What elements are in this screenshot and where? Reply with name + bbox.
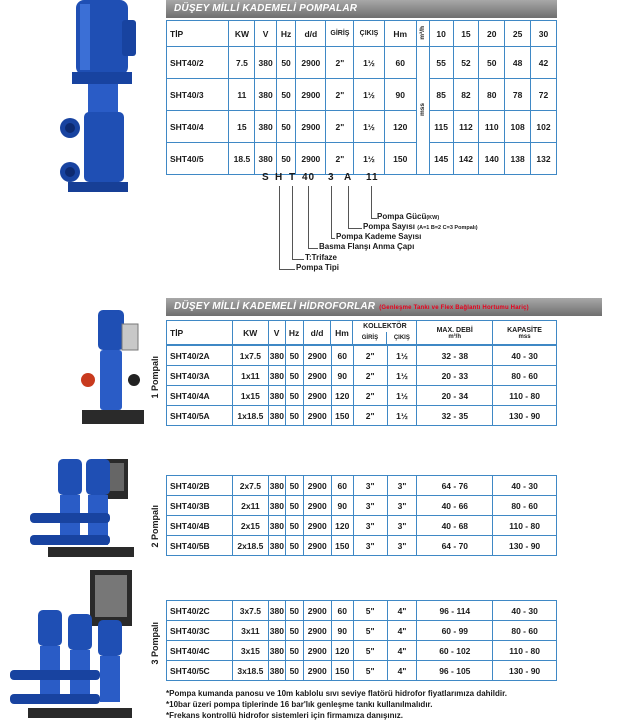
- cell-cikis: 1½: [387, 346, 417, 366]
- label-flange: Basma Flanşı Anma Çapı: [319, 242, 415, 251]
- table-row: [167, 366, 557, 386]
- cell-hm: 120: [331, 641, 353, 661]
- cell-hm: 60: [331, 476, 353, 496]
- cell-dd: 2900: [296, 143, 326, 175]
- cell-hz: 50: [285, 641, 303, 661]
- code-a: A: [344, 172, 353, 183]
- cell-hm: 90: [384, 79, 416, 111]
- table-row: [167, 79, 557, 111]
- group-label-2: 2 Pompalı: [150, 505, 160, 548]
- cell-kw: 2x18.5: [232, 536, 268, 556]
- cell-v: 380: [268, 516, 285, 536]
- cell-q: 50: [479, 47, 505, 79]
- code-t: T: [289, 172, 297, 183]
- cell-debi: 96 - 105: [417, 661, 493, 681]
- single-pump-booster-image: [78, 310, 148, 435]
- cell-kw: 1x15: [232, 386, 268, 406]
- cell-hm: 60: [384, 47, 416, 79]
- cell-hz: 50: [276, 47, 295, 79]
- cell-kapasite: 110 - 80: [493, 386, 557, 406]
- cell-hm: 120: [384, 111, 416, 143]
- cell-hm: 120: [331, 516, 353, 536]
- cell-kw: 3x11: [232, 621, 268, 641]
- cell-q: 48: [505, 47, 531, 79]
- cell-v: 380: [268, 621, 285, 641]
- table-row: [167, 143, 557, 175]
- cell-dd: 2900: [303, 601, 331, 621]
- cell-kw: 1x7.5: [232, 346, 268, 366]
- cell-hm: 60: [331, 346, 353, 366]
- cell-dd: 2900: [303, 346, 331, 366]
- cell-hz: 50: [285, 516, 303, 536]
- cell-kapasite: 110 - 80: [493, 516, 557, 536]
- cell-hz: 50: [285, 476, 303, 496]
- cell-q: 102: [531, 111, 557, 143]
- code-s: S: [262, 172, 270, 183]
- header-tip: TİP: [167, 21, 229, 47]
- cell-hz: 50: [276, 79, 295, 111]
- section2-note: (Genleşme Tankı ve Flex Bağlantı Hortumu Hariç): [379, 305, 529, 311]
- connector-line: [279, 186, 295, 270]
- table-row: [167, 641, 557, 661]
- cell-v: 380: [268, 406, 285, 426]
- cell-tip: SHT40/5C: [167, 661, 233, 681]
- cell-cikis: 4": [387, 601, 417, 621]
- cell-kapasite: 80 - 60: [493, 621, 557, 641]
- cell-cikis: 1½: [354, 143, 384, 175]
- code-40: 40: [302, 172, 316, 183]
- table-row: [167, 346, 557, 366]
- section1-title: DÜŞEY MİLLİ KADEMELİ POMPALAR: [174, 3, 358, 14]
- cell-kapasite: 130 - 90: [493, 661, 557, 681]
- cell-hm: 90: [331, 366, 353, 386]
- cell-dd: 2900: [303, 536, 331, 556]
- cell-q: 108: [505, 111, 531, 143]
- group3-table: [166, 600, 557, 681]
- cell-q: 145: [429, 143, 453, 175]
- header-q-20: 20: [479, 21, 505, 47]
- cell-tip: SHT40/2C: [167, 601, 233, 621]
- cell-cikis: 4": [387, 621, 417, 641]
- cell-v: 380: [268, 386, 285, 406]
- cell-tip: SHT40/2B: [167, 476, 233, 496]
- cell-v: 380: [268, 661, 285, 681]
- cell-dd: 2900: [303, 406, 331, 426]
- cell-kw: 15: [229, 111, 255, 143]
- cell-hm: 150: [331, 661, 353, 681]
- cell-kapasite: 80 - 60: [493, 366, 557, 386]
- cell-cikis: 3": [387, 496, 417, 516]
- cell-kapasite: 40 - 30: [493, 476, 557, 496]
- table-row: [167, 476, 557, 496]
- cell-hz: 50: [285, 406, 303, 426]
- header-cikis: ÇIKIŞ: [387, 332, 417, 345]
- cell-q: 78: [505, 79, 531, 111]
- cell-kapasite: 110 - 80: [493, 641, 557, 661]
- header-tip: TİP: [167, 321, 233, 345]
- label-stage: Pompa Kademe Sayısı: [336, 232, 422, 241]
- code-h: H: [275, 172, 284, 183]
- table-row: [167, 621, 557, 641]
- table-row: [167, 496, 557, 516]
- table-row: [167, 661, 557, 681]
- cell-q: 115: [429, 111, 453, 143]
- label-power: Pompa Gücü(KW): [377, 212, 440, 221]
- header-kollektor: KOLLEKTÖR: [353, 321, 417, 332]
- cell-cikis: 1½: [387, 406, 417, 426]
- header-kapasite: KAPASİTE mss: [493, 321, 557, 345]
- table-row: [167, 516, 557, 536]
- triple-pump-booster-image: [8, 570, 138, 725]
- header-q-15: 15: [453, 21, 479, 47]
- header-giris: GİRİŞ: [326, 21, 354, 47]
- cell-kw: 3x15: [232, 641, 268, 661]
- table-row: [167, 601, 557, 621]
- cell-v: 380: [255, 111, 277, 143]
- cell-tip: SHT40/4A: [167, 386, 233, 406]
- cell-kw: 2x7.5: [232, 476, 268, 496]
- cell-giris: 2": [326, 143, 354, 175]
- label-type: Pompa Tipi: [296, 263, 339, 272]
- cell-v: 380: [268, 366, 285, 386]
- header-dd: d/d: [303, 321, 331, 345]
- connector-line: [331, 186, 335, 239]
- cell-giris: 2": [326, 79, 354, 111]
- cell-q: 52: [453, 47, 479, 79]
- footnote: *10bar üzeri pompa tiplerinde 16 bar'lık genleşme tankı kullanılmalıdır.: [166, 700, 433, 709]
- cell-cikis: 1½: [354, 79, 384, 111]
- cell-cikis: 1½: [387, 366, 417, 386]
- cell-v: 380: [268, 476, 285, 496]
- cell-dd: 2900: [296, 47, 326, 79]
- cell-v: 380: [255, 143, 277, 175]
- footnotes: [166, 688, 507, 721]
- cell-kw: 2x15: [232, 516, 268, 536]
- cell-hm: 150: [384, 143, 416, 175]
- cell-hz: 50: [285, 496, 303, 516]
- cell-hm: 90: [331, 621, 353, 641]
- cell-hz: 50: [285, 601, 303, 621]
- cell-v: 380: [255, 47, 277, 79]
- cell-hm: 150: [331, 406, 353, 426]
- cell-q: 82: [453, 79, 479, 111]
- cell-kapasite: 40 - 30: [493, 601, 557, 621]
- cell-hz: 50: [285, 386, 303, 406]
- table-row: [167, 536, 557, 556]
- label-trifaze: T:Trifaze: [305, 253, 338, 262]
- header-q-30: 30: [531, 21, 557, 47]
- cell-q: 132: [531, 143, 557, 175]
- section2-title: DÜŞEY MİLLİ KADEMELİ HİDROFORLAR: [174, 301, 376, 312]
- cell-hm: 150: [331, 536, 353, 556]
- group2-table: [166, 475, 557, 556]
- cell-kw: 2x11: [232, 496, 268, 516]
- cell-kw: 3x7.5: [232, 601, 268, 621]
- cell-hz: 50: [285, 661, 303, 681]
- cell-v: 380: [268, 536, 285, 556]
- header-q-10: 10: [429, 21, 453, 47]
- cell-debi: 40 - 68: [417, 516, 493, 536]
- table-row: [167, 386, 557, 406]
- group-label-1: 1 Pompalı: [150, 356, 160, 399]
- cell-giris: 5": [353, 661, 387, 681]
- cell-giris: 5": [353, 621, 387, 641]
- header-v: V: [268, 321, 285, 345]
- cell-kw: 11: [229, 79, 255, 111]
- cell-mss: mss: [416, 47, 429, 175]
- cell-giris: 3": [353, 476, 387, 496]
- header-kw: KW: [229, 21, 255, 47]
- cell-cikis: 4": [387, 641, 417, 661]
- header-hm: Hm: [384, 21, 416, 47]
- cell-dd: 2900: [303, 621, 331, 641]
- label-count: Pompa Sayısı (A=1 B=2 C=3 Pompalı): [363, 222, 478, 231]
- cell-cikis: 1½: [387, 386, 417, 406]
- cell-kw: 18.5: [229, 143, 255, 175]
- cell-debi: 20 - 34: [417, 386, 493, 406]
- cell-dd: 2900: [303, 366, 331, 386]
- cell-debi: 96 - 114: [417, 601, 493, 621]
- cell-giris: 3": [353, 516, 387, 536]
- cell-q: 85: [429, 79, 453, 111]
- table-row: [167, 47, 557, 79]
- cell-dd: 2900: [296, 111, 326, 143]
- cell-hz: 50: [285, 346, 303, 366]
- header-flow-unit: m³/h: [416, 21, 429, 47]
- cell-debi: 40 - 66: [417, 496, 493, 516]
- header-hz: Hz: [285, 321, 303, 345]
- cell-kw: 1x18.5: [232, 406, 268, 426]
- cell-q: 142: [453, 143, 479, 175]
- cell-debi: 32 - 38: [417, 346, 493, 366]
- cell-kapasite: 130 - 90: [493, 406, 557, 426]
- cell-q: 55: [429, 47, 453, 79]
- cell-kw: 3x18.5: [232, 661, 268, 681]
- cell-q: 140: [479, 143, 505, 175]
- header-dd: d/d: [296, 21, 326, 47]
- cell-cikis: 3": [387, 516, 417, 536]
- cell-q: 110: [479, 111, 505, 143]
- cell-hz: 50: [276, 143, 295, 175]
- header-hm: Hm: [331, 321, 353, 345]
- cell-giris: 5": [353, 601, 387, 621]
- header-v: V: [255, 21, 277, 47]
- cell-q: 112: [453, 111, 479, 143]
- cell-q: 138: [505, 143, 531, 175]
- cell-giris: 2": [353, 366, 387, 386]
- cell-debi: 64 - 76: [417, 476, 493, 496]
- cell-kw: 7.5: [229, 47, 255, 79]
- cell-dd: 2900: [296, 79, 326, 111]
- header-cikis: ÇIKIŞ: [354, 21, 384, 47]
- header-debi: MAX. DEBİ m³/h: [417, 321, 493, 345]
- header-kw: KW: [232, 321, 268, 345]
- cell-hm: 120: [331, 386, 353, 406]
- connector-line: [348, 186, 362, 229]
- cell-hz: 50: [285, 621, 303, 641]
- cell-cikis: 3": [387, 536, 417, 556]
- cell-hm: 90: [331, 496, 353, 516]
- cell-hm: 60: [331, 601, 353, 621]
- cell-cikis: 1½: [354, 47, 384, 79]
- cell-dd: 2900: [303, 516, 331, 536]
- group-label-3: 3 Pompalı: [150, 622, 160, 665]
- cell-kapasite: 130 - 90: [493, 536, 557, 556]
- vertical-pump-image: [58, 0, 148, 200]
- group1-table: [166, 345, 557, 426]
- header-q-25: 25: [505, 21, 531, 47]
- code-3: 3: [328, 172, 335, 183]
- cell-q: 80: [479, 79, 505, 111]
- cell-tip: SHT40/2A: [167, 346, 233, 366]
- cell-cikis: 3": [387, 476, 417, 496]
- cell-v: 380: [268, 601, 285, 621]
- cell-giris: 2": [326, 111, 354, 143]
- table-row: [167, 406, 557, 426]
- cell-tip: SHT40/4B: [167, 516, 233, 536]
- pump-spec-table: [166, 20, 557, 175]
- cell-giris: 2": [353, 386, 387, 406]
- cell-giris: 3": [353, 536, 387, 556]
- cell-tip: SHT40/5B: [167, 536, 233, 556]
- cell-tip: SHT40/4C: [167, 641, 233, 661]
- section1-header: [166, 0, 557, 18]
- cell-cikis: 1½: [354, 111, 384, 143]
- cell-dd: 2900: [303, 476, 331, 496]
- cell-hz: 50: [276, 111, 295, 143]
- cell-tip: SHT40/3B: [167, 496, 233, 516]
- cell-tip: SHT40/3C: [167, 621, 233, 641]
- code-11: 11: [366, 172, 379, 183]
- cell-v: 380: [268, 641, 285, 661]
- cell-giris: 2": [353, 346, 387, 366]
- cell-dd: 2900: [303, 386, 331, 406]
- cell-v: 380: [268, 496, 285, 516]
- cell-v: 380: [255, 79, 277, 111]
- connector-line: [308, 186, 318, 249]
- cell-kapasite: 40 - 30: [493, 346, 557, 366]
- cell-tip: SHT40/4: [167, 111, 229, 143]
- cell-giris: 3": [353, 496, 387, 516]
- cell-tip: SHT40/3: [167, 79, 229, 111]
- header-hz: Hz: [276, 21, 295, 47]
- cell-debi: 60 - 102: [417, 641, 493, 661]
- model-code-legend: [262, 172, 502, 282]
- cell-giris: 2": [326, 47, 354, 79]
- cell-debi: 60 - 99: [417, 621, 493, 641]
- cell-giris: 2": [353, 406, 387, 426]
- cell-v: 380: [268, 346, 285, 366]
- cell-tip: SHT40/3A: [167, 366, 233, 386]
- cell-debi: 64 - 70: [417, 536, 493, 556]
- cell-debi: 20 - 33: [417, 366, 493, 386]
- cell-dd: 2900: [303, 641, 331, 661]
- cell-giris: 5": [353, 641, 387, 661]
- cell-tip: SHT40/2: [167, 47, 229, 79]
- cell-kw: 1x11: [232, 366, 268, 386]
- double-pump-booster-image: [28, 455, 140, 565]
- cell-debi: 32 - 35: [417, 406, 493, 426]
- cell-dd: 2900: [303, 496, 331, 516]
- booster-spec-table: [166, 320, 557, 345]
- table-row: [167, 111, 557, 143]
- cell-hz: 50: [285, 536, 303, 556]
- cell-tip: SHT40/5A: [167, 406, 233, 426]
- cell-q: 42: [531, 47, 557, 79]
- cell-q: 72: [531, 79, 557, 111]
- section2-header: [166, 298, 602, 316]
- footnote: *Pompa kumanda panosu ve 10m kablolu sıvı seviye flatörü hidrofor fiyatlarımıza dahildir.: [166, 689, 507, 698]
- cell-kapasite: 80 - 60: [493, 496, 557, 516]
- cell-tip: SHT40/5: [167, 143, 229, 175]
- header-giris: GİRİŞ: [353, 332, 387, 345]
- cell-cikis: 4": [387, 661, 417, 681]
- footnote: *Frekans kontrollü hidrofor sistemleri için firmamıza danışınız.: [166, 711, 403, 720]
- cell-hz: 50: [285, 366, 303, 386]
- cell-dd: 2900: [303, 661, 331, 681]
